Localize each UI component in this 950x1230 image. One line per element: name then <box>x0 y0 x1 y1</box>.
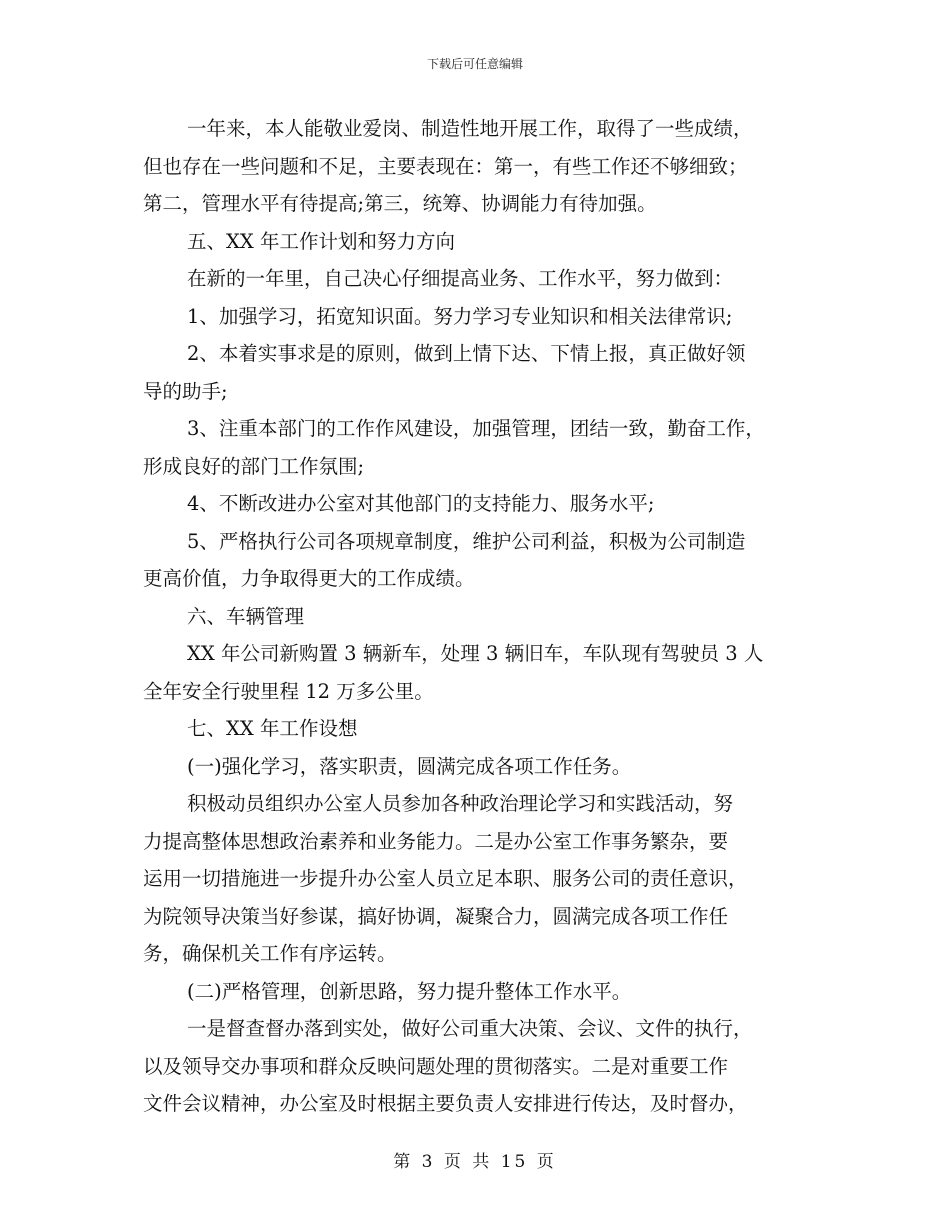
text-line: 力提高整体思想政治素养和业务能力。二是办公室工作事务繁杂，要 <box>143 829 729 853</box>
text-line: 形成良好的部门工作氛围; <box>143 454 365 478</box>
text-line: 为院领导决策当好参谋，搞好协调，凝聚合力，圆满完成各项工作任 <box>143 904 729 928</box>
text-line: 一是督查督办落到实处，做好公司重大决策、会议、文件的执行， <box>187 1017 753 1040</box>
page-footer: 第 3 页 共 15 页 <box>393 1152 557 1172</box>
text-line: 第二，管理水平有待提高;第三，统筹、协调能力有待加强。 <box>143 192 657 215</box>
text-line: 导的助手; <box>143 379 228 403</box>
text-line: 六、车辆管理 <box>187 604 305 628</box>
text-line: 务，确保机关工作有序运转。 <box>143 942 397 965</box>
page-header: 下载后可任意编辑 <box>426 57 523 71</box>
text-line: 更高价值，力争取得更大的工作成绩。 <box>143 567 475 590</box>
text-line: 1、加强学习，拓宽知识面。努力学习专业知识和相关法律常识; <box>187 304 733 328</box>
text-line: (二)严格管理，创新思路，努力提升整体工作水平。 <box>187 979 632 1003</box>
text-line: 运用一切措施进一步提升办公室人员立足本职、服务公司的责任意识， <box>143 867 748 890</box>
text-line: 2、本着实事求是的原则，做到上情下达、下情上报，真正做好领 <box>187 342 746 365</box>
text-line: 以及领导交办事项和群众反映问题处理的贯彻落实。二是对重要工作 <box>143 1054 729 1078</box>
document-body <box>143 110 811 1123</box>
text-line: 一年来，本人能敬业爱岗、制造性地开展工作，取得了一些成绩， <box>187 117 753 140</box>
text-line: 积极动员组织办公室人员参加各种政治理论学习和实践活动，努 <box>187 792 734 815</box>
text-line: 但也存在一些问题和不足，主要表现在：第一，有些工作还不够细致； <box>143 154 748 178</box>
text-line: 七、XX 年工作设想 <box>187 717 358 740</box>
text-line: (一)强化学习，落实职责，圆满完成各项工作任务。 <box>187 754 632 778</box>
text-line: 全年安全行驶里程 12 万多公里。 <box>143 679 434 703</box>
text-line: 5、严格执行公司各项规章制度，维护公司利益，积极为公司制造 <box>187 529 746 553</box>
text-line: 五、XX 年工作计划和努力方向 <box>187 229 455 253</box>
text-line: 文件会议精神，办公室及时根据主要负责人安排进行传达，及时督办， <box>143 1092 748 1115</box>
text-line: 3、注重本部门的工作作风建设，加强管理，团结一致，勤奋工作， <box>187 417 765 440</box>
text-line: 4、不断改进办公室对其他部门的支持能力、服务水平; <box>187 492 655 515</box>
text-line: 在新的一年里，自己决心仔细提高业务、工作水平，努力做到： <box>187 267 734 290</box>
text-line: XX 年公司新购置 3 辆新车，处理 3 辆旧车，车队现有驾驶员 3 人 <box>187 642 764 665</box>
